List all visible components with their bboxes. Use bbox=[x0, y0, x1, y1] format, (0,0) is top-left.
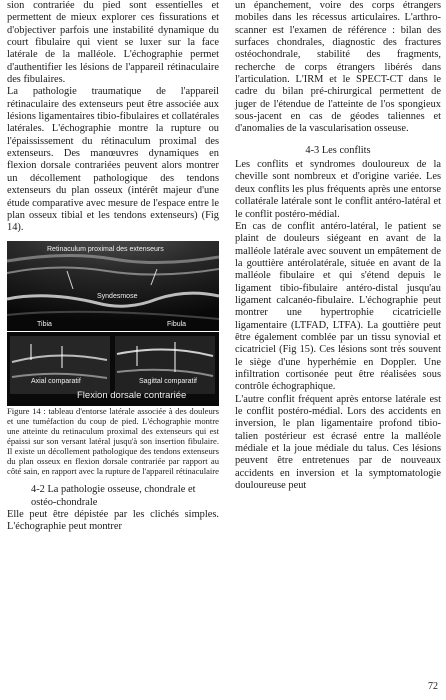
figure-label-flexion: Flexion dorsale contrariée bbox=[77, 389, 187, 401]
figure-label-sagittal: Sagittal comparatif bbox=[139, 377, 197, 385]
figure-caption: Figure 14 : tableau d'entorse latérale associée à des douleurs et une tuméfaction du coup de pied. L'échographie montre une atteinte du retinaculum proximal des extenseurs qui est épaissi sur son versant latéral jusqu'à son insertion fibulaire. Il existe un décollement pathologique des tendons extenseurs du plan osseux en flexion dorsale contrariée par rapport au côté sain, en rapport avec la rupture de l'appareil rétinaculaire bbox=[7, 405, 219, 477]
figure-label-axial: Axial comparatif bbox=[31, 377, 81, 385]
ultrasound-image-top bbox=[7, 241, 219, 331]
paragraph: Elle peut être dépistée par les clichés simples. L'échographie peut montrer bbox=[7, 508, 219, 533]
figure-label-fibula: Fibula bbox=[167, 320, 187, 328]
page-number: 72 bbox=[428, 681, 438, 692]
figure-label-tibia: Tibia bbox=[37, 320, 52, 328]
paragraph: sion contrariée du pied sont essentielles et permettent de mieux explorer ces fissurations et d'objectiver parfois une instabilité dynamique du court fibulaire qui vient se luxer sur la face latérale de la malléole. L'échographie permet d'authentifier les lésions de l'appareil rétinaculaire des fibulaires. bbox=[7, 0, 219, 86]
paragraph: La pathologie traumatique de l'appareil rétinaculaire des extenseurs peut être associée aux lésions ligamentaires tibio-fibulaires et collatérales latérales. L'échographie montre la rupture ou l'épaississement du rétinaculum proximal des extenseurs. Des manœuvres dynamiques en flexion dorsale contrariées peuvent alors montrer un décollement pathologique des tendons extenseurs du plan osseux (intérêt majeur d'une étude comparative avec mesure de l'espace entre le plan osseux tibial et les tendons extenseurs) (Fig 14). bbox=[7, 86, 219, 234]
left-column bbox=[7, 0, 219, 534]
paragraph: Les conflits et syndromes douloureux de la cheville sont nombreux et d'origine variée. Les deux conflits les plus fréquents après une entorse collatérale latérale sont le conflit antéro-latéral et le conflit postéro-médial. bbox=[235, 159, 441, 220]
section-heading-4-2: 4-2 La pathologie osseuse, chondrale et ostéo-chondrale bbox=[31, 484, 196, 508]
ultrasound-image-bottom bbox=[7, 331, 219, 406]
paragraph: L'autre conflit fréquent après entorse latérale est le conflit postéro-médial. Lors des accidents en inversion, le plan ligamentaire profond tibio-talien postérieur est écrasé entre la malléole médiale et la joue médiale du talus. Ces lésions peuvent être entretenues par de nouveaux accidents en inversion et la symptomatologie douloureuse peut bbox=[235, 393, 441, 492]
right-column bbox=[235, 0, 441, 492]
figure-label-retinaculum: Retinaculum proximal des extenseurs bbox=[47, 245, 164, 253]
paragraph: un épanchement, voire des corps étrangers mobiles dans les récessus articulaires. L'arthro-scanner est l'examen de référence : bilan des surfaces chondrales, diagnostic des fractures ostéochondrale, stabilité des fragments, recherche de corps étrangers libérés dans l'articulation. L'IRM et le SPECT-CT dans le cadre du bilan pré-chirurgical permettent de juger de l'étendue de l'atteinte de l'os spongieux sous-jacent en cas de géodes taliennes et d'anomalies de la vascularisation osseuse. bbox=[235, 0, 441, 135]
figure-label-syndesmose: Syndesmose bbox=[97, 292, 138, 300]
figure-14 bbox=[7, 241, 219, 406]
paragraph: En cas de conflit antéro-latéral, le patient se plaint de douleurs siégeant en avant de la malléole latérale avec souvent un empâtement de la gouttière antérolatérale, située en avant de la malléole fibulaire et qui s'étend depuis le ligament tibio-fibulaire antéro-distal jusqu'au ligament calcanéo-fibulaire. L'échographie peut montrer une hypertrophie cicatricielle ligamentaire (LTFAD, LTFA). La gouttière peut être également comblée par un tissu synovial et cicatriciel (Fig 15). Ces lésions sont très souvent le siège d'une hyperhémie en Doppler. Une infiltration cortisonée peut être réalisées sous contrôle échographique. bbox=[235, 220, 441, 393]
section-heading-4-3: 4-3 Les conflits bbox=[305, 144, 371, 156]
